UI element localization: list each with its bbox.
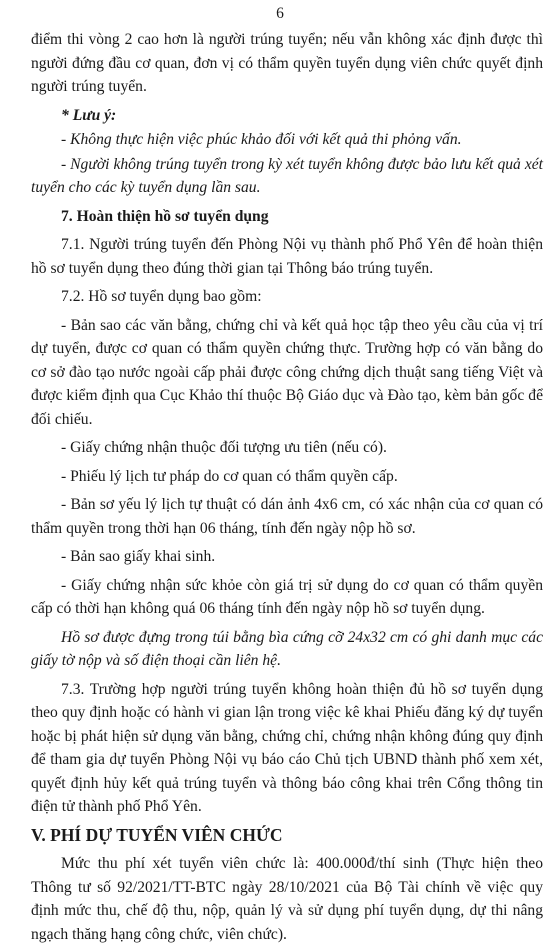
paragraph-continuation: điểm thi vòng 2 cao hơn là người trúng tuyển; nếu vẫn không xác định được thì người đứng đầu cơ quan, đơn vị có thẩm quyền tuyển dụng viên chức quyết định người trúng tuyển.	[31, 31, 543, 95]
section-heading-7: 7. Hoàn thiện hồ sơ tuyển dụng	[61, 207, 269, 225]
section-heading-v: V. PHÍ DỰ TUYỂN VIÊN CHỨC	[31, 824, 283, 845]
dossier-note: Hồ sơ được đựng trong túi bằng bìa cứng cỡ 24x32 cm có ghi danh mục các giấy tờ nộp và số điện thoại cần liên hệ.	[31, 628, 543, 669]
paragraph-7-3: 7.3. Trường hợp người trúng tuyển không hoàn thiện đủ hồ sơ tuyển dụng theo quy định hoặc có hành vi gian lận trong việc kê khai Phiếu đăng ký dự tuyển hoặc bị phát hiện sử dụng văn bằng, chứng chỉ, chứng nhận không đúng quy định để tham gia dự tuyển Phòng Nội vụ báo cáo Chủ tịch UBND thành phố xem xét, quyết định hủy kết quả trúng tuyển và thông báo công khai trên Cổng thông tin điện tử thành phố Phổ Yên.	[31, 680, 543, 815]
note-item: - Người không trúng tuyển trong kỳ xét tuyển không được bảo lưu kết quả xét tuyển cho các kỳ tuyển dụng lần sau.	[31, 155, 543, 196]
list-item: - Phiếu lý lịch tư pháp do cơ quan có thẩm quyền cấp.	[61, 467, 398, 485]
paragraph-7-1: 7.1. Người trúng tuyển đến Phòng Nội vụ thành phố Phổ Yên để hoàn thiện hồ sơ tuyển dụng theo đúng thời gian tại Thông báo trúng tuyển.	[31, 236, 543, 277]
note-item: - Không thực hiện việc phúc khảo đối với kết quả thi phỏng vấn.	[61, 131, 462, 148]
list-item: - Giấy chứng nhận sức khỏe còn giá trị sử dụng do cơ quan có thẩm quyền cấp có thời hạn không quá 06 tháng tính đến ngày nộp hồ sơ tuyển dụng.	[31, 576, 543, 617]
list-item: - Giấy chứng nhận thuộc đối tượng ưu tiên (nếu có).	[61, 439, 387, 456]
paragraph-fee: Mức thu phí xét tuyển viên chức là: 400.000đ/thí sinh (Thực hiện theo Thông tư số 92/2021/TT-BTC ngày 28/10/2021 của Bộ Tài chính về việc quy định mức thu, chế độ thu, nộp, quản lý và sử dụng phí tuyển dụng, dự thi nâng ngạch thăng hạng công chức, viên chức).	[31, 855, 543, 943]
list-item: - Bản sơ yếu lý lịch tự thuật có dán ảnh 4x6 cm, có xác nhận của cơ quan có thẩm quyền trong thời hạn 06 tháng, tính đến ngày nộp hồ sơ.	[31, 496, 543, 537]
note-heading	[31, 104, 543, 128]
list-item: - Bản sao giấy khai sinh.	[61, 548, 216, 565]
document-body	[31, 28, 543, 951]
paragraph-7-2: 7.2. Hồ sơ tuyển dụng bao gồm:	[61, 288, 262, 305]
page-number: 6	[276, 5, 284, 22]
list-item: - Bản sao các văn bằng, chứng chỉ và kết quả học tập theo yêu cầu của vị trí dự tuyển, được cơ quan có thẩm quyền chứng thực. Trường hợp có văn bằng do cơ sở đào tạo nước ngoài cấp phải được công chứng dịch thuật sang tiếng Việt và được kiểm định qua Cục Khảo thí thuộc Bộ Giáo dục và Đào tạo, kèm bản gốc để đối chiếu.	[31, 316, 543, 428]
note-label: * Lưu ý:	[61, 106, 117, 124]
